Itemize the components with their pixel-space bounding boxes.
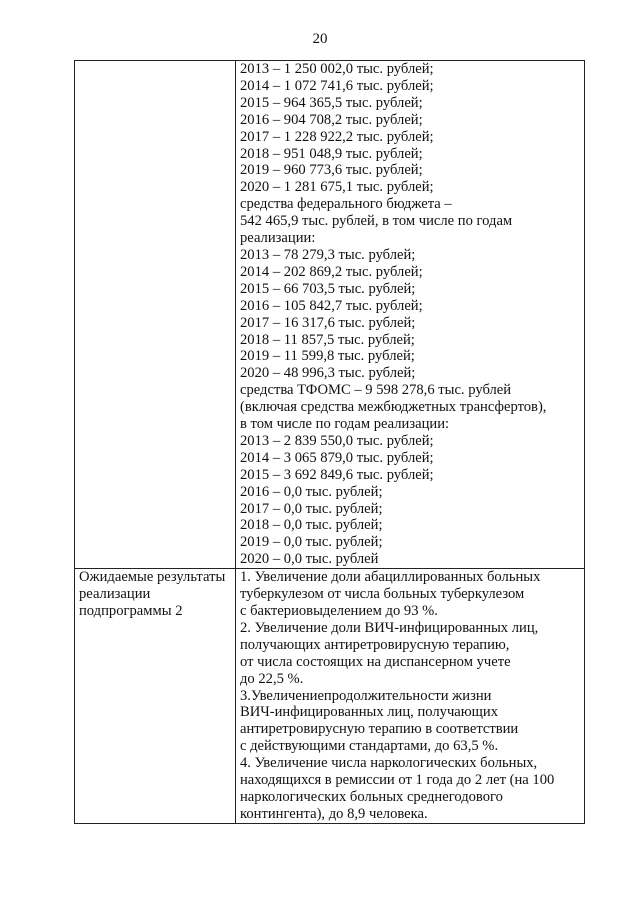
content-line: 2016 – 105 842,7 тыс. рублей; (240, 297, 423, 314)
content-line: 2017 – 0,0 тыс. рублей; (240, 500, 383, 517)
content-line: находящихся в ремиссии от 1 года до 2 лет (на 100 (240, 772, 555, 789)
content-line: 2. Увеличение доли ВИЧ-инфицированных лиц, (240, 619, 539, 636)
content-line: реализации: (240, 230, 316, 247)
table-body (75, 61, 585, 824)
content-line: получающих антиретровирусную терапию, (240, 636, 510, 653)
row-label-line: подпрограммы 2 (79, 603, 183, 619)
content-line: 2015 – 66 703,5 тыс. рублей; (240, 280, 416, 297)
content-line: антиретровирусную терапию в соответствии (240, 721, 519, 738)
content-line: туберкулезом от числа больных туберкулезом (240, 586, 525, 603)
content-line: наркологических больных среднегодового (240, 788, 503, 805)
content-line: 2019 – 0,0 тыс. рублей; (240, 534, 383, 551)
content-line: 2020 – 48 996,3 тыс. рублей; (240, 365, 416, 382)
content-line: 4. Увеличение числа наркологических больных, (240, 755, 538, 772)
content-line: от числа состоящих на диспансерном учете (240, 653, 511, 670)
content-line: ВИЧ-инфицированных лиц, получающих (240, 704, 499, 721)
content-line: 2019 – 960 773,6 тыс. рублей; (240, 162, 423, 179)
row-label-line: Ожидаемые результаты (79, 569, 226, 586)
content-line: 2020 – 0,0 тыс. рублей (240, 551, 379, 568)
content-line: с действующими стандартами, до 63,5 %. (240, 738, 499, 755)
content-line: 2013 – 2 839 550,0 тыс. рублей; (240, 432, 434, 449)
row-label-cell (75, 61, 236, 569)
content-line: 2016 – 0,0 тыс. рублей; (240, 483, 383, 500)
expected-results-content-cell (236, 569, 585, 824)
content-line: 2020 – 1 281 675,1 тыс. рублей; (240, 179, 434, 196)
page-number: 20 (312, 31, 328, 47)
content-line: 2018 – 951 048,9 тыс. рублей; (240, 145, 423, 162)
content-line: 2018 – 0,0 тыс. рублей; (240, 517, 383, 534)
content-line: до 22,5 %. (240, 670, 304, 687)
content-line: средства федерального бюджета – (240, 196, 452, 213)
content-line: 2017 – 1 228 922,2 тыс. рублей; (240, 128, 434, 145)
content-line: 2017 – 16 317,6 тыс. рублей; (240, 314, 416, 331)
funding-content-cell (236, 61, 585, 569)
table-row-expected-results (75, 569, 585, 824)
content-line: 2015 – 964 365,5 тыс. рублей; (240, 94, 423, 111)
content-line: 2015 – 3 692 849,6 тыс. рублей; (240, 466, 434, 483)
table-row-funding (75, 61, 585, 569)
content-line: 2018 – 11 857,5 тыс. рублей; (240, 331, 415, 348)
content-line: средства ТФОМС – 9 598 278,6 тыс. рублей (240, 382, 512, 399)
content-line: 2013 – 78 279,3 тыс. рублей; (240, 246, 416, 263)
content-line: 542 465,9 тыс. рублей, в том числе по годам (240, 213, 513, 230)
content-line: 2019 – 11 599,8 тыс. рублей; (240, 348, 415, 365)
content-line: контингента), до 8,9 человека. (240, 805, 428, 822)
content-line: 2014 – 3 065 879,0 тыс. рублей; (240, 449, 434, 466)
content-line: 2014 – 1 072 741,6 тыс. рублей; (240, 77, 434, 94)
content-line: 2014 – 202 869,2 тыс. рублей; (240, 263, 423, 280)
row-label-line: реализации (79, 586, 151, 603)
content-line: 2013 – 1 250 002,0 тыс. рублей; (240, 61, 434, 77)
content-line: с бактериовыделением до 93 %. (240, 603, 438, 619)
row-label-cell (75, 569, 236, 824)
content-line: в том числе по годам реализации: (240, 416, 450, 433)
content-line: 1. Увеличение доли абациллированных больных (240, 569, 541, 586)
content-line: 3.Увеличениепродолжительности жизни (240, 687, 492, 704)
content-line: (включая средства межбюджетных трансфертов), (240, 399, 547, 416)
subprogram-passport-table (74, 60, 585, 824)
content-line: 2016 – 904 708,2 тыс. рублей; (240, 111, 423, 128)
